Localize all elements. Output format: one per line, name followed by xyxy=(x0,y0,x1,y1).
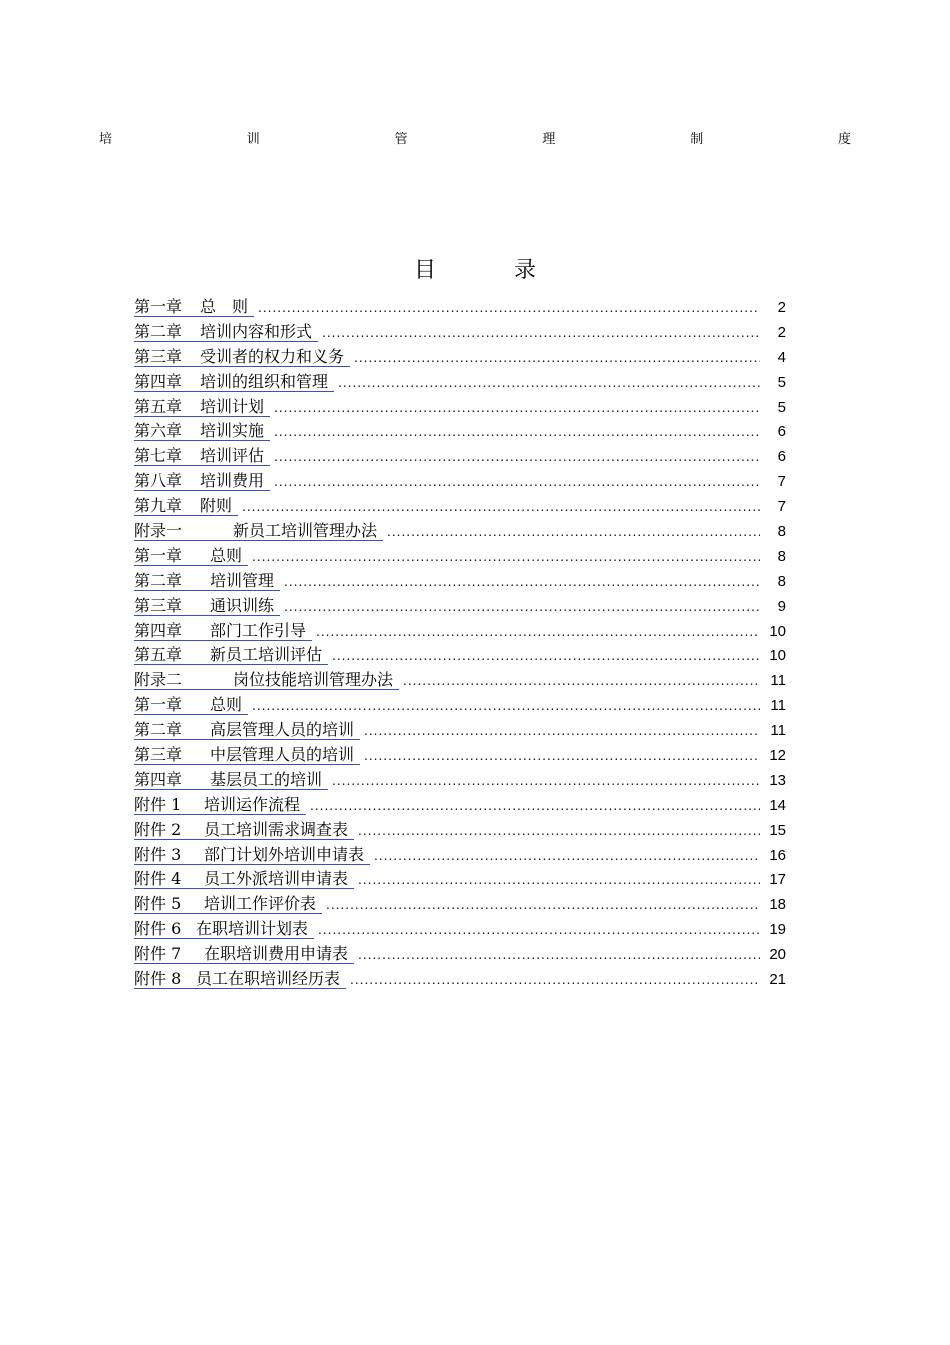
toc-entry-link[interactable] xyxy=(134,969,346,989)
toc-entry-number: 第九章 xyxy=(134,496,183,516)
toc-entry-link[interactable] xyxy=(134,546,248,566)
title-char: 度 xyxy=(837,132,851,147)
toc-entry-number: 第四章 xyxy=(134,371,183,391)
toc-entry-title: 受训者的权力和义务 xyxy=(200,346,345,366)
toc-entry-title: 基层员工的培训 xyxy=(210,769,323,789)
toc-entry-title: 培训运作流程 xyxy=(204,794,301,814)
toc-entry-title: 总则 xyxy=(210,545,243,565)
toc-entry-title: 总 则 xyxy=(200,297,249,316)
toc-entry-link[interactable] xyxy=(134,521,383,541)
toc-entry-title: 员工外派培训申请表 xyxy=(204,869,349,889)
toc-entry-page: 10 xyxy=(769,647,786,665)
toc-dot-leader xyxy=(358,873,760,887)
toc-entry[interactable] xyxy=(134,744,786,769)
toc-entry-page: 17 xyxy=(769,871,786,889)
toc-entry-title: 培训实施 xyxy=(200,421,265,441)
toc-entry-title: 员工在职培训经历表 xyxy=(196,969,341,989)
toc-entry-number: 第三章 xyxy=(134,595,183,615)
toc-entry-link[interactable] xyxy=(134,421,270,441)
toc-entry-link[interactable] xyxy=(134,446,270,466)
title-char: 制 xyxy=(690,132,704,147)
toc-entry[interactable] xyxy=(134,844,786,869)
toc-entry[interactable] xyxy=(134,445,786,470)
toc-entry-link[interactable] xyxy=(134,372,334,392)
toc-entry-number: 第八章 xyxy=(134,471,183,491)
toc-dot-leader xyxy=(274,450,760,464)
toc-entry-page: 14 xyxy=(769,796,786,814)
toc-entry[interactable] xyxy=(134,819,786,844)
toc-entry[interactable] xyxy=(134,520,786,545)
toc-entry-title: 员工培训需求调查表 xyxy=(204,819,349,839)
toc-entry[interactable] xyxy=(134,296,786,321)
toc-entry-page: 2 xyxy=(777,323,786,341)
toc-entry[interactable] xyxy=(134,495,786,520)
toc-entry-number: 附件 2 xyxy=(134,819,182,839)
toc-dot-leader xyxy=(274,475,760,489)
toc-entry[interactable] xyxy=(134,918,786,943)
toc-entry-number: 第二章 xyxy=(134,570,183,590)
toc-dot-leader xyxy=(322,326,760,340)
toc-entry-page: 5 xyxy=(777,398,786,416)
toc-entry-link[interactable] xyxy=(134,347,350,367)
toc-entry-page: 11 xyxy=(770,697,786,715)
toc-entry-number: 第五章 xyxy=(134,396,183,416)
toc-entry[interactable] xyxy=(134,545,786,570)
toc-dot-leader xyxy=(358,824,760,838)
toc-entry[interactable] xyxy=(134,719,786,744)
toc-entry-title: 高层管理人员的培训 xyxy=(210,720,355,740)
toc-entry-number: 附录二 xyxy=(134,670,183,690)
toc-entry-title: 部门工作引导 xyxy=(210,620,307,640)
toc-entry-number: 附件 8 xyxy=(134,969,182,989)
toc-entry-page: 20 xyxy=(769,946,786,964)
toc-dot-leader xyxy=(284,575,760,589)
toc-heading: 目 录 xyxy=(413,258,564,283)
toc-dot-leader xyxy=(332,774,760,788)
toc-entry-page: 11 xyxy=(770,722,786,740)
toc-entry[interactable] xyxy=(134,943,786,968)
toc-dot-leader xyxy=(258,301,760,315)
toc-entry-title: 新员工培训评估 xyxy=(210,645,323,665)
toc-entry-link[interactable] xyxy=(134,621,312,641)
toc-entry-link[interactable] xyxy=(134,471,270,491)
toc-entry-title: 在职培训费用申请表 xyxy=(204,944,349,964)
toc-entry-title: 培训工作评价表 xyxy=(204,894,317,914)
toc-entry-page: 10 xyxy=(769,622,786,640)
toc-dot-leader xyxy=(332,649,760,663)
toc-dot-leader xyxy=(364,749,760,763)
document-title xyxy=(99,130,851,150)
toc-entry-number: 第一章 xyxy=(134,297,183,316)
title-char: 理 xyxy=(542,132,556,147)
toc-entry-link[interactable] xyxy=(134,845,370,865)
toc-dot-leader xyxy=(318,923,760,937)
toc-entry-page: 21 xyxy=(769,971,786,989)
toc-entry-number: 第七章 xyxy=(134,446,183,466)
toc-entry-link[interactable] xyxy=(134,820,354,840)
toc-entry[interactable] xyxy=(134,321,786,346)
toc-dot-leader xyxy=(310,799,760,813)
toc-entry-link[interactable] xyxy=(134,571,280,591)
toc-entry-title: 通识训练 xyxy=(210,595,275,615)
toc-entry-page: 6 xyxy=(777,448,786,466)
toc-entry-number: 第三章 xyxy=(134,346,183,366)
toc-entry-page: 7 xyxy=(777,498,786,516)
title-char: 管 xyxy=(394,132,408,147)
toc-entry-number: 附件 4 xyxy=(134,869,182,889)
toc-entry-title: 培训内容和形式 xyxy=(200,321,313,341)
toc-entry-link[interactable] xyxy=(134,720,360,740)
toc-dot-leader xyxy=(364,724,760,738)
toc-entry-number: 第三章 xyxy=(134,745,183,765)
toc-entry-number: 第五章 xyxy=(134,645,183,665)
toc-entry-title: 岗位技能培训管理办法 xyxy=(233,670,394,690)
toc-entry-number: 第一章 xyxy=(134,545,183,565)
toc-entry-number: 附件 7 xyxy=(134,944,182,964)
toc-entry[interactable] xyxy=(134,595,786,620)
toc-entry-link[interactable] xyxy=(134,397,270,417)
toc-entry[interactable] xyxy=(134,669,786,694)
toc-entry-link[interactable] xyxy=(134,596,280,616)
toc-entry[interactable] xyxy=(134,968,786,993)
toc-entry-number: 附件 3 xyxy=(134,844,182,864)
toc-entry-number: 第四章 xyxy=(134,620,183,640)
toc-entry-title: 新员工培训管理办法 xyxy=(233,521,378,541)
toc-entry-number: 附件 1 xyxy=(134,794,182,814)
toc-dot-leader xyxy=(274,401,760,415)
toc-entry-link[interactable] xyxy=(134,745,360,765)
toc-entry-title: 培训计划 xyxy=(200,396,265,416)
toc-entry-number: 第六章 xyxy=(134,421,183,441)
toc-entry-number: 第二章 xyxy=(134,321,183,341)
toc-dot-leader xyxy=(354,351,760,365)
toc-entry-page: 9 xyxy=(777,597,786,615)
toc-entry-title: 中层管理人员的培训 xyxy=(210,745,355,765)
toc-entry-page: 8 xyxy=(777,523,786,541)
toc-dot-leader xyxy=(274,425,760,439)
toc-entry-page: 13 xyxy=(769,771,786,789)
toc-entry-page: 8 xyxy=(777,572,786,590)
toc-dot-leader xyxy=(358,948,760,962)
toc-entry-link[interactable] xyxy=(134,770,328,790)
toc-entry-link[interactable] xyxy=(134,645,328,665)
toc-entry[interactable] xyxy=(134,794,786,819)
toc-dot-leader xyxy=(403,674,760,688)
toc-entry-title: 培训评估 xyxy=(200,446,265,466)
toc-entry[interactable] xyxy=(134,644,786,669)
toc-entry-title: 总则 xyxy=(210,695,243,715)
toc-entry-number: 附录一 xyxy=(134,521,183,541)
toc-entry-link[interactable] xyxy=(134,795,306,815)
toc-entry[interactable] xyxy=(134,893,786,918)
toc-entry-page: 16 xyxy=(769,846,786,864)
toc-dot-leader xyxy=(252,550,760,564)
toc-dot-leader xyxy=(374,849,760,863)
toc-entry-link[interactable] xyxy=(134,894,322,914)
toc-entry[interactable] xyxy=(134,396,786,421)
toc-entry-link[interactable] xyxy=(134,944,354,964)
toc-entry-page: 19 xyxy=(769,921,786,939)
toc-entry-page: 18 xyxy=(769,896,786,914)
toc-entry[interactable] xyxy=(134,420,786,445)
table-of-contents xyxy=(134,296,786,993)
toc-dot-leader xyxy=(350,973,760,987)
toc-entry-link[interactable] xyxy=(134,496,238,516)
toc-entry-title: 在职培训计划表 xyxy=(196,919,309,939)
toc-entry[interactable] xyxy=(134,570,786,595)
title-char: 训 xyxy=(246,132,260,147)
toc-entry-title: 附则 xyxy=(200,496,233,516)
toc-dot-leader xyxy=(387,525,760,539)
toc-entry[interactable] xyxy=(134,371,786,396)
toc-entry[interactable] xyxy=(134,620,786,645)
toc-dot-leader xyxy=(316,625,760,639)
toc-entry-link[interactable] xyxy=(134,670,399,690)
toc-entry-page: 7 xyxy=(777,473,786,491)
toc-dot-leader xyxy=(252,699,760,713)
toc-entry-page: 4 xyxy=(777,348,786,366)
toc-entry-page: 5 xyxy=(777,373,786,391)
toc-entry-page: 12 xyxy=(769,747,786,765)
toc-entry[interactable] xyxy=(134,470,786,495)
toc-entry-title: 培训的组织和管理 xyxy=(200,371,329,391)
toc-entry-number: 第四章 xyxy=(134,769,183,789)
toc-dot-leader xyxy=(326,898,760,912)
toc-entry-page: 11 xyxy=(770,672,786,690)
toc-entry-number: 第一章 xyxy=(134,695,183,715)
toc-entry-number: 第二章 xyxy=(134,720,183,740)
toc-entry-number: 附件 5 xyxy=(134,894,182,914)
toc-entry-link[interactable] xyxy=(134,297,254,317)
toc-entry-title: 培训管理 xyxy=(210,570,275,590)
toc-entry-page: 15 xyxy=(769,821,786,839)
toc-entry-title: 部门计划外培训申请表 xyxy=(204,844,365,864)
toc-entry-number: 附件 6 xyxy=(134,919,182,939)
toc-entry-page: 8 xyxy=(777,547,786,565)
toc-entry-title: 培训费用 xyxy=(200,471,265,491)
toc-entry-link[interactable] xyxy=(134,695,248,715)
toc-entry-page: 6 xyxy=(777,423,786,441)
toc-dot-leader xyxy=(284,600,760,614)
toc-entry-link[interactable] xyxy=(134,869,354,889)
toc-entry[interactable] xyxy=(134,769,786,794)
toc-dot-leader xyxy=(242,500,760,514)
toc-entry-link[interactable] xyxy=(134,322,318,342)
toc-entry-link[interactable] xyxy=(134,919,314,939)
toc-entry[interactable] xyxy=(134,694,786,719)
title-char: 培 xyxy=(99,132,113,147)
toc-entry-page: 2 xyxy=(777,299,786,316)
toc-entry[interactable] xyxy=(134,346,786,371)
toc-dot-leader xyxy=(338,376,760,390)
toc-entry[interactable] xyxy=(134,868,786,893)
